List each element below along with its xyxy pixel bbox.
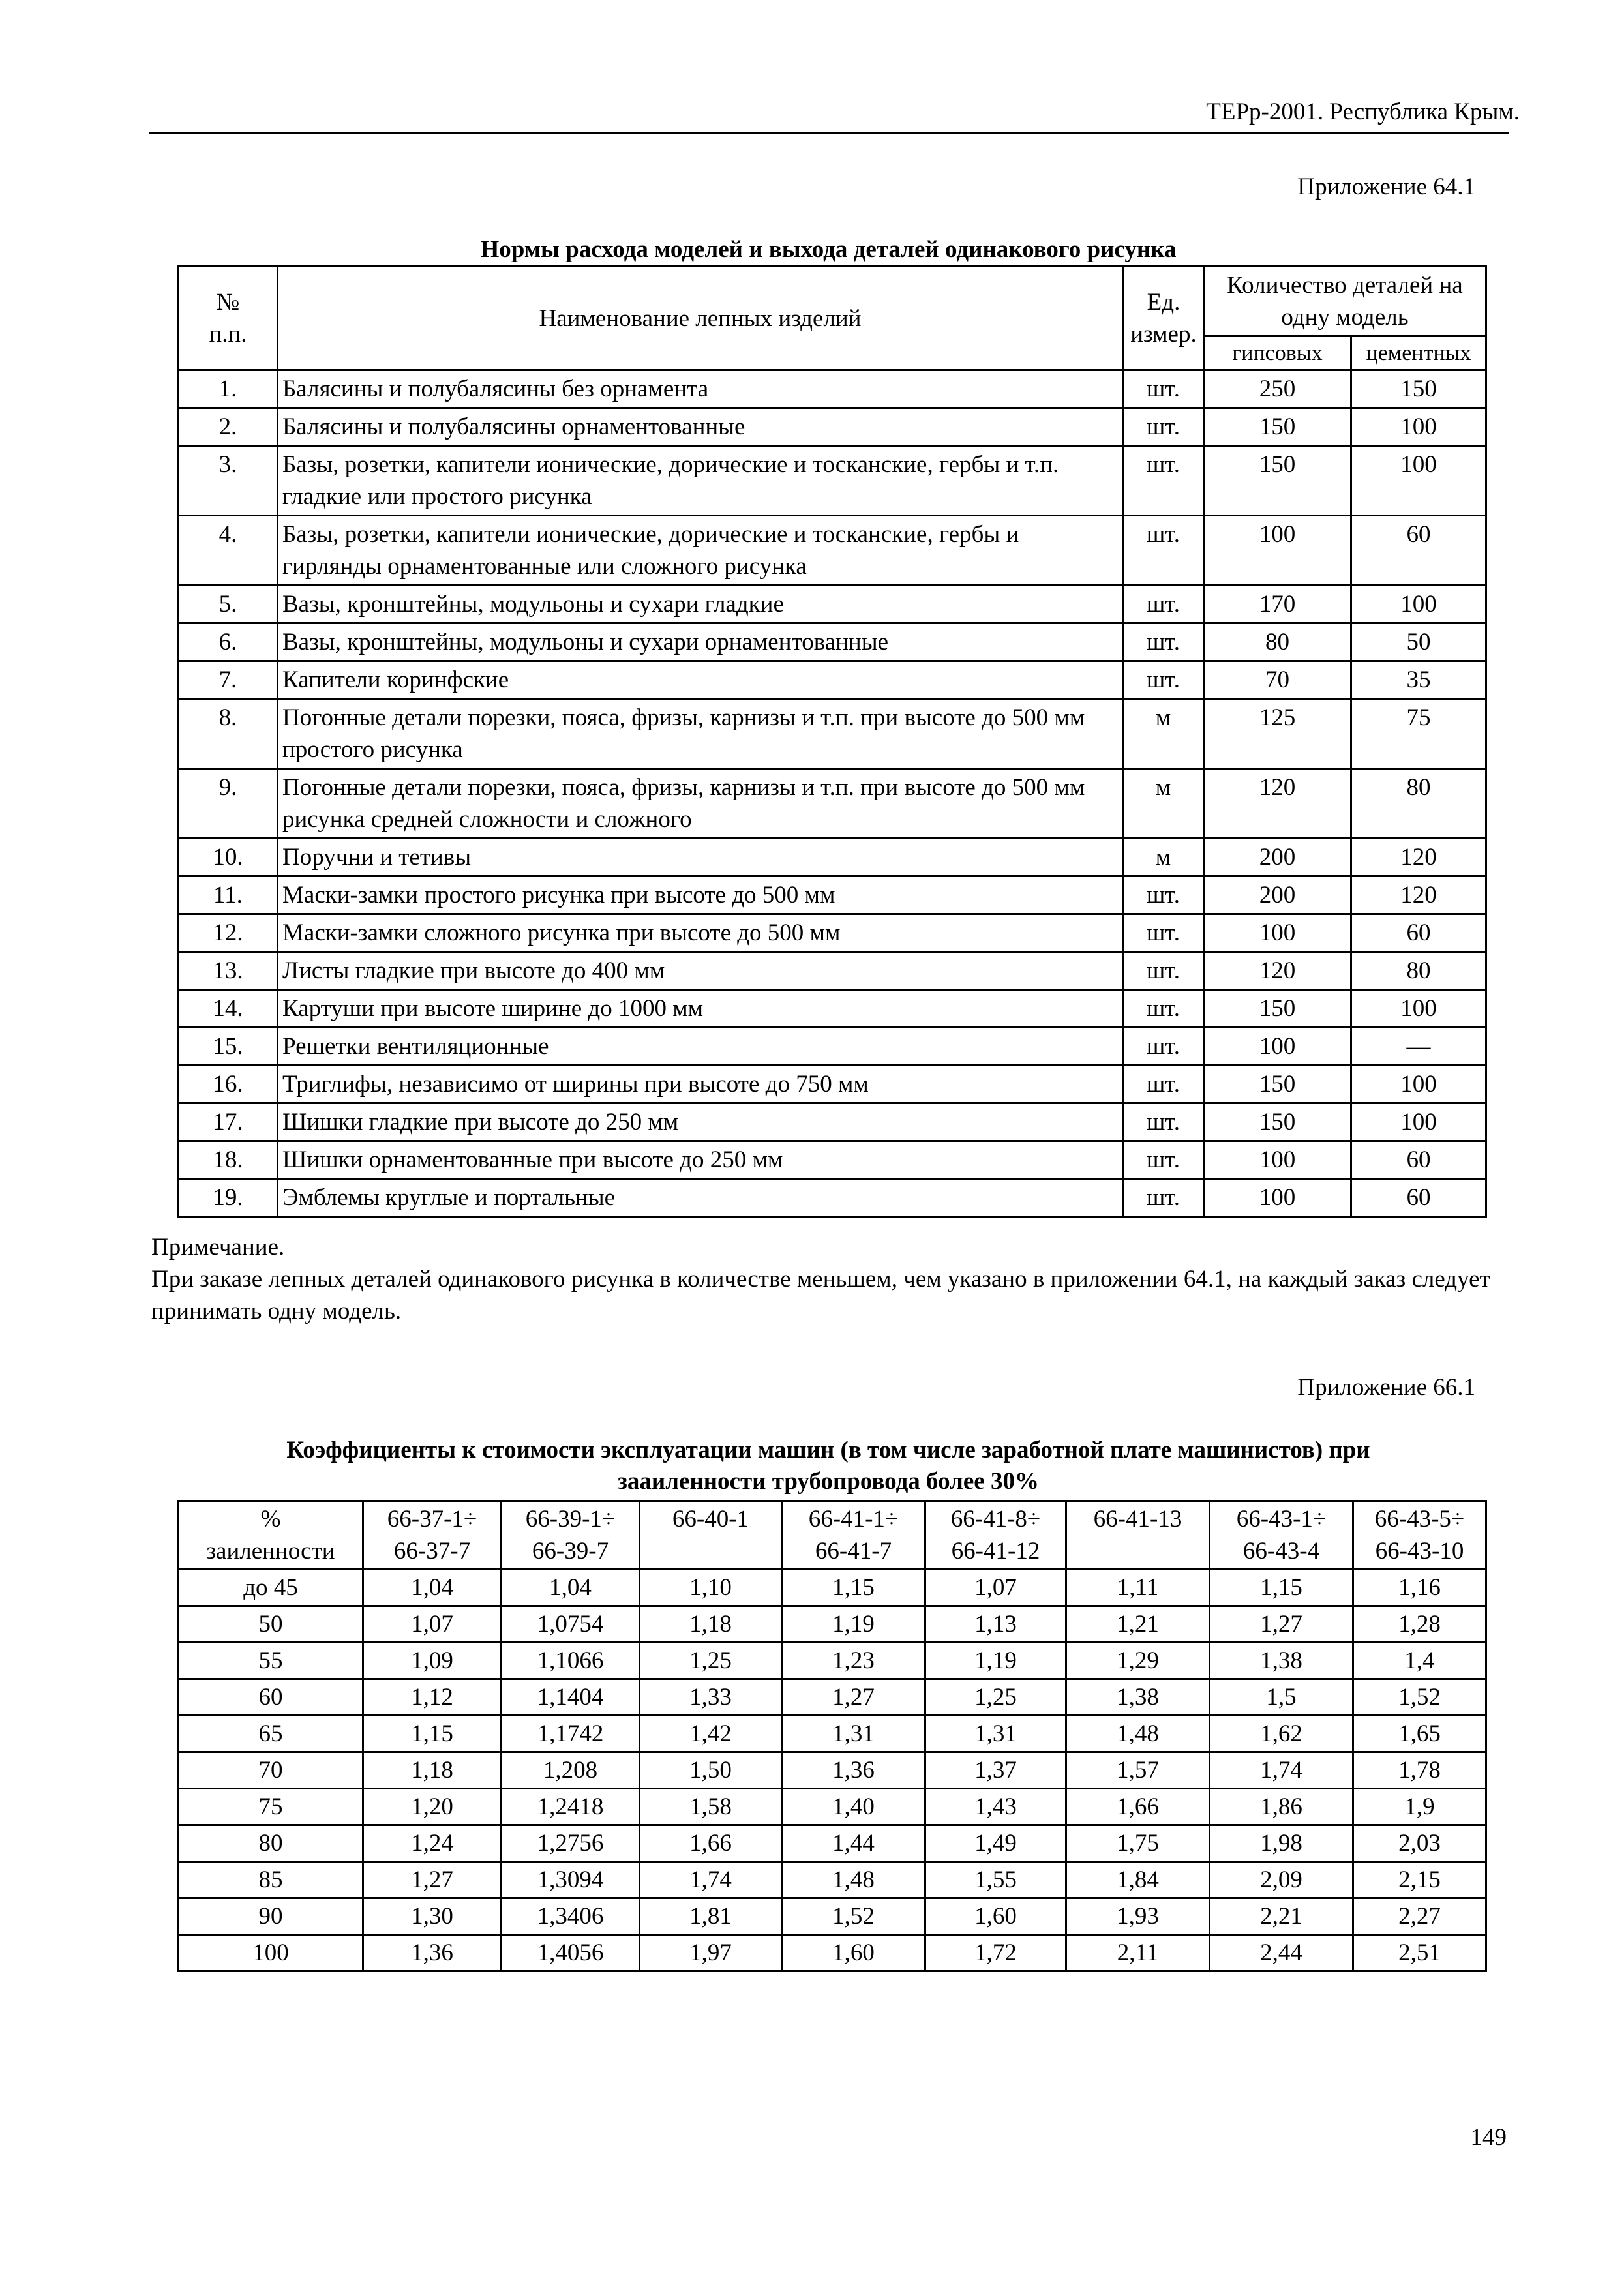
row-coefficient: 1,93 [1066,1898,1210,1935]
row-coefficient: 1,15 [1210,1570,1353,1606]
row-unit: шт. [1123,586,1204,623]
row-name: Триглифы, независимо от ширины при высоте до 750 мм [278,1066,1123,1103]
row-unit: шт. [1123,661,1204,699]
row-coefficient: 1,2756 [502,1825,640,1862]
row-unit: шт. [1123,990,1204,1028]
row-coefficient: 1,19 [782,1606,925,1643]
row-gypsum: 100 [1204,914,1351,952]
row-coefficient: 1,0754 [502,1606,640,1643]
norms-table [177,265,1487,1218]
row-name: Маски-замки простого рисунка при высоте до 500 мм [278,876,1123,914]
row-coefficient: 2,21 [1210,1898,1353,1935]
header-code-line1: 66-43-1÷ [1236,1506,1327,1533]
row-number: 2. [179,408,278,446]
row-unit: м [1123,769,1204,839]
row-name: Шишки орнаментованные при высоте до 250 мм [278,1141,1123,1179]
row-cement: — [1351,1028,1486,1066]
table-row [179,586,1486,623]
row-silt-percent: 70 [179,1752,363,1789]
row-coefficient: 1,38 [1210,1643,1353,1679]
row-coefficient: 2,11 [1066,1935,1210,1971]
table-title-66-1-line1: Коэффициенты к стоимости эксплуатации машин (в том числе заработной плате машинистов) при [286,1437,1370,1463]
row-coefficient: 1,74 [640,1862,782,1898]
row-gypsum: 120 [1204,769,1351,839]
table-row [179,1862,1486,1898]
row-coefficient: 1,04 [363,1570,502,1606]
row-number: 6. [179,623,278,661]
row-coefficient: 1,09 [363,1643,502,1679]
row-name: Поручни и тетивы [278,839,1123,876]
row-coefficient: 1,15 [782,1570,925,1606]
row-cement: 100 [1351,408,1486,446]
row-coefficient: 1,12 [363,1679,502,1716]
row-name: Листы гладкие при высоте до 400 мм [278,952,1123,990]
header-code-range [502,1501,640,1570]
row-cement: 120 [1351,839,1486,876]
table-row [179,1898,1486,1935]
row-coefficient: 1,07 [925,1570,1066,1606]
table-row [179,876,1486,914]
row-silt-percent: 60 [179,1679,363,1716]
row-coefficient: 1,2418 [502,1789,640,1825]
row-cement: 120 [1351,876,1486,914]
header-gypsum: гипсовых [1204,337,1351,370]
header-silt-line2: заиленности [206,1538,335,1564]
row-gypsum: 100 [1204,1028,1351,1066]
row-unit: шт. [1123,914,1204,952]
row-coefficient: 1,20 [363,1789,502,1825]
header-unit-text: Ед. измер. [1130,289,1197,348]
header-code-line1: 66-43-5÷ [1374,1506,1465,1533]
row-coefficient: 1,66 [640,1825,782,1862]
row-coefficient: 1,72 [925,1935,1066,1971]
row-coefficient: 1,1404 [502,1679,640,1716]
table-row [179,1752,1486,1789]
row-coefficient: 1,58 [640,1789,782,1825]
row-coefficient: 1,9 [1353,1789,1486,1825]
row-cement: 100 [1351,446,1486,516]
row-coefficient: 1,60 [925,1898,1066,1935]
row-gypsum: 100 [1204,1179,1351,1217]
table-row [179,1935,1486,1971]
header-divider [149,132,1509,134]
table-row [179,516,1486,586]
table-row [179,623,1486,661]
table-row [179,1141,1486,1179]
row-name: Погонные детали порезки, пояса, фризы, карнизы и т.п. при высоте до 500 мм рисунка средней сложности и сложного [278,769,1123,839]
table-row [179,1643,1486,1679]
row-gypsum: 250 [1204,370,1351,408]
row-coefficient: 1,4 [1353,1643,1486,1679]
row-cement: 60 [1351,1179,1486,1217]
row-coefficient: 2,27 [1353,1898,1486,1935]
table-row [179,699,1486,769]
table-row [179,1028,1486,1066]
header-code-line1: 66-41-13 [1093,1506,1182,1533]
row-cement: 100 [1351,990,1486,1028]
row-coefficient: 1,19 [925,1643,1066,1679]
row-name: Балясины и полубалясины орнаментованные [278,408,1123,446]
row-number: 18. [179,1141,278,1179]
row-coefficient: 1,75 [1066,1825,1210,1862]
row-unit: м [1123,699,1204,769]
row-name: Вазы, кронштейны, модульоны и сухари гладкие [278,586,1123,623]
row-number: 7. [179,661,278,699]
table-row [179,1789,1486,1825]
header-code-line2 [1070,1535,1206,1567]
row-cement: 150 [1351,370,1486,408]
norms-table-body [179,370,1486,1217]
row-cement: 50 [1351,623,1486,661]
appendix-label-66-1: Приложение 66.1 [1297,1374,1475,1401]
header-code-line2: 66-41-7 [815,1538,892,1564]
header-qty-group [1204,267,1486,337]
row-coefficient: 1,27 [782,1679,925,1716]
appendix-label-64-1: Приложение 64.1 [1297,173,1475,200]
table-row [179,1679,1486,1716]
row-number: 16. [179,1066,278,1103]
row-coefficient: 1,27 [1210,1606,1353,1643]
note-label: Примечание. [151,1234,285,1261]
row-name: Базы, розетки, капители ионические, дорические и тосканские, гербы и т.п. гладкие или простого рисунка [278,446,1123,516]
row-gypsum: 150 [1204,446,1351,516]
row-coefficient: 1,10 [640,1570,782,1606]
row-coefficient: 1,55 [925,1862,1066,1898]
header-silt-line1: % [260,1506,281,1533]
row-coefficient: 2,15 [1353,1862,1486,1898]
table-title-66-1-line2: зааиленности трубопровода более 30% [618,1468,1039,1495]
table-row [179,1716,1486,1752]
row-unit: шт. [1123,370,1204,408]
row-coefficient: 1,65 [1353,1716,1486,1752]
header-silt-percent [179,1501,363,1570]
row-unit: шт. [1123,623,1204,661]
row-unit: м [1123,839,1204,876]
row-name: Базы, розетки, капители ионические, дорические и тосканские, гербы и гирлянды орнаментованные или сложного рисунка [278,516,1123,586]
coefficients-table [177,1500,1487,1972]
table-row [179,1570,1486,1606]
table-row [179,1606,1486,1643]
row-coefficient: 1,78 [1353,1752,1486,1789]
row-unit: шт. [1123,516,1204,586]
row-coefficient: 1,29 [1066,1643,1210,1679]
row-coefficient: 1,44 [782,1825,925,1862]
row-unit: шт. [1123,952,1204,990]
row-gypsum: 170 [1204,586,1351,623]
row-coefficient: 1,31 [782,1716,925,1752]
row-number: 8. [179,699,278,769]
header-code-line1: 66-41-1÷ [808,1506,899,1533]
header-num-text: № п.п. [209,289,247,348]
header-name: Наименование лепных изделий [278,267,1123,370]
row-silt-percent: 55 [179,1643,363,1679]
note-text: При заказе лепных деталей одинакового рисунка в количестве меньшем, чем указано в приложении 64.1, на каждый заказ следует принимать одну модель. [151,1266,1490,1324]
row-coefficient: 1,57 [1066,1752,1210,1789]
row-unit: шт. [1123,1066,1204,1103]
row-name: Капители коринфские [278,661,1123,699]
row-silt-percent: 85 [179,1862,363,1898]
row-gypsum: 100 [1204,516,1351,586]
row-coefficient: 1,1742 [502,1716,640,1752]
row-unit: шт. [1123,876,1204,914]
row-coefficient: 1,43 [925,1789,1066,1825]
row-gypsum: 200 [1204,839,1351,876]
row-cement: 60 [1351,516,1486,586]
row-coefficient: 1,07 [363,1606,502,1643]
row-coefficient: 1,81 [640,1898,782,1935]
row-cement: 60 [1351,1141,1486,1179]
row-number: 14. [179,990,278,1028]
row-coefficient: 1,48 [1066,1716,1210,1752]
header-code-range [363,1501,502,1570]
table-row [179,839,1486,876]
row-silt-percent: 80 [179,1825,363,1862]
row-coefficient: 1,49 [925,1825,1066,1862]
row-coefficient: 1,84 [1066,1862,1210,1898]
row-coefficient: 1,3094 [502,1862,640,1898]
table-row [179,370,1486,408]
row-unit: шт. [1123,1103,1204,1141]
row-coefficient: 1,97 [640,1935,782,1971]
table-row [179,914,1486,952]
row-name: Балясины и полубалясины без орнамента [278,370,1123,408]
table-row [179,1066,1486,1103]
header-code-line2: 66-39-7 [532,1538,609,1564]
row-gypsum: 150 [1204,1066,1351,1103]
row-coefficient: 1,60 [782,1935,925,1971]
row-coefficient: 1,15 [363,1716,502,1752]
row-coefficient: 1,50 [640,1752,782,1789]
row-cement: 35 [1351,661,1486,699]
row-name: Картуши при высоте ширине до 1000 мм [278,990,1123,1028]
row-coefficient: 1,31 [925,1716,1066,1752]
table-row [179,1825,1486,1862]
row-coefficient: 1,30 [363,1898,502,1935]
row-number: 9. [179,769,278,839]
header-code-line1: 66-37-1÷ [387,1506,477,1533]
row-coefficient: 1,23 [782,1643,925,1679]
row-name: Шишки гладкие при высоте до 250 мм [278,1103,1123,1141]
row-unit: шт. [1123,1179,1204,1217]
header-cement: цементных [1351,337,1486,370]
row-silt-percent: 75 [179,1789,363,1825]
row-coefficient: 1,3406 [502,1898,640,1935]
row-number: 12. [179,914,278,952]
header-unit [1123,267,1204,370]
row-coefficient: 1,13 [925,1606,1066,1643]
row-number: 1. [179,370,278,408]
row-gypsum: 150 [1204,408,1351,446]
header-code-line1: 66-39-1÷ [525,1506,616,1533]
row-coefficient: 1,42 [640,1716,782,1752]
row-silt-percent: до 45 [179,1570,363,1606]
table-row [179,661,1486,699]
table-row [179,408,1486,446]
row-gypsum: 150 [1204,1103,1351,1141]
header-code-line2: 66-43-10 [1375,1538,1464,1564]
row-cement: 80 [1351,769,1486,839]
row-coefficient: 1,208 [502,1752,640,1789]
row-coefficient: 2,09 [1210,1862,1353,1898]
header-code-range [782,1501,925,1570]
row-coefficient: 2,51 [1353,1935,1486,1971]
row-coefficient: 1,98 [1210,1825,1353,1862]
row-coefficient: 1,36 [363,1935,502,1971]
table-row [179,446,1486,516]
row-coefficient: 1,52 [1353,1679,1486,1716]
row-coefficient: 1,28 [1353,1606,1486,1643]
header-num [179,267,278,370]
row-name: Маски-замки сложного рисунка при высоте до 500 мм [278,914,1123,952]
row-silt-percent: 50 [179,1606,363,1643]
header-code-range [925,1501,1066,1570]
row-cement: 80 [1351,952,1486,990]
row-cement: 75 [1351,699,1486,769]
row-name: Решетки вентиляционные [278,1028,1123,1066]
row-coefficient: 1,1066 [502,1643,640,1679]
row-gypsum: 125 [1204,699,1351,769]
row-silt-percent: 65 [179,1716,363,1752]
row-gypsum: 70 [1204,661,1351,699]
page-number: 149 [1470,2124,1507,2151]
header-code-line1: 66-41-8÷ [950,1506,1041,1533]
row-number: 5. [179,586,278,623]
header-code-line2: 66-43-4 [1242,1538,1320,1564]
row-gypsum: 80 [1204,623,1351,661]
table-row [179,1103,1486,1141]
header-code-line1: 66-40-1 [672,1506,749,1533]
row-number: 11. [179,876,278,914]
row-cement: 100 [1351,1066,1486,1103]
header-code-line2: 66-41-12 [951,1538,1040,1564]
row-number: 15. [179,1028,278,1066]
row-cement: 100 [1351,1103,1486,1141]
row-coefficient: 1,11 [1066,1570,1210,1606]
header-code-range [1353,1501,1486,1570]
row-coefficient: 1,74 [1210,1752,1353,1789]
row-coefficient: 2,44 [1210,1935,1353,1971]
row-name: Эмблемы круглые и портальные [278,1179,1123,1217]
row-coefficient: 1,62 [1210,1716,1353,1752]
row-coefficient: 1,24 [363,1825,502,1862]
header-qty-text: Количество деталей на одну модель [1227,272,1463,331]
row-unit: шт. [1123,1141,1204,1179]
norms-table-header-row [179,267,1486,337]
row-coefficient: 1,27 [363,1862,502,1898]
row-coefficient: 1,04 [502,1570,640,1606]
row-coefficient: 1,18 [363,1752,502,1789]
row-coefficient: 1,33 [640,1679,782,1716]
row-cement: 100 [1351,586,1486,623]
row-coefficient: 1,4056 [502,1935,640,1971]
running-header: ТЕРр-2001. Республика Крым. [1206,98,1520,125]
row-unit: шт. [1123,446,1204,516]
row-coefficient: 1,52 [782,1898,925,1935]
row-number: 17. [179,1103,278,1141]
row-unit: шт. [1123,408,1204,446]
row-coefficient: 1,36 [782,1752,925,1789]
row-cement: 60 [1351,914,1486,952]
row-number: 3. [179,446,278,516]
row-gypsum: 200 [1204,876,1351,914]
header-code-range [1066,1501,1210,1570]
row-coefficient: 1,40 [782,1789,925,1825]
table-title-64-1: Нормы расхода моделей и выхода деталей одинакового рисунка [480,236,1177,263]
row-number: 10. [179,839,278,876]
coefficients-header-row [179,1501,1486,1570]
row-coefficient: 1,16 [1353,1570,1486,1606]
row-coefficient: 1,5 [1210,1679,1353,1716]
row-coefficient: 1,48 [782,1862,925,1898]
table-row [179,769,1486,839]
header-code-line2 [643,1535,778,1567]
row-gypsum: 100 [1204,1141,1351,1179]
row-gypsum: 120 [1204,952,1351,990]
row-name: Вазы, кронштейны, модульоны и сухари орнаментованные [278,623,1123,661]
header-code-range [640,1501,782,1570]
row-name: Погонные детали порезки, пояса, фризы, карнизы и т.п. при высоте до 500 мм простого рисунка [278,699,1123,769]
row-silt-percent: 100 [179,1935,363,1971]
row-coefficient: 1,25 [925,1679,1066,1716]
row-coefficient: 1,25 [640,1643,782,1679]
row-number: 13. [179,952,278,990]
row-number: 19. [179,1179,278,1217]
row-coefficient: 1,37 [925,1752,1066,1789]
row-silt-percent: 90 [179,1898,363,1935]
row-unit: шт. [1123,1028,1204,1066]
table-row [179,1179,1486,1217]
row-gypsum: 150 [1204,990,1351,1028]
table-row [179,952,1486,990]
row-coefficient: 1,21 [1066,1606,1210,1643]
table-row [179,990,1486,1028]
row-coefficient: 2,03 [1353,1825,1486,1862]
header-code-range [1210,1501,1353,1570]
row-coefficient: 1,66 [1066,1789,1210,1825]
row-coefficient: 1,18 [640,1606,782,1643]
row-coefficient: 1,38 [1066,1679,1210,1716]
row-coefficient: 1,86 [1210,1789,1353,1825]
header-code-line2: 66-37-7 [393,1538,471,1564]
coefficients-table-body [179,1570,1486,1971]
row-number: 4. [179,516,278,586]
